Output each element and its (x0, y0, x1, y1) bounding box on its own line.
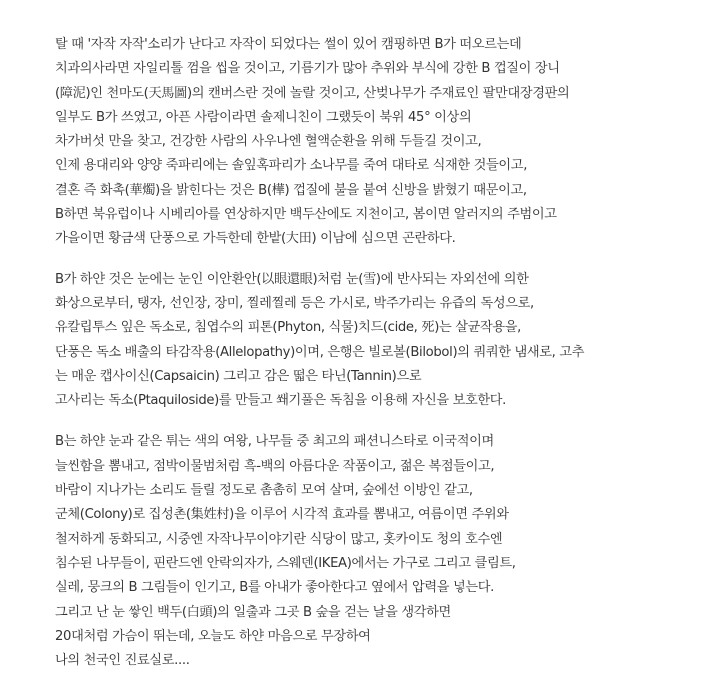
text-line: 탈 때 '자작 자작'소리가 난다고 자작이 되었다는 썰이 있어 캠핑하면 B가 떠오르는데 (55, 37, 522, 52)
text-line: 화상으로부터, 탱자, 선인장, 장미, 찔레찔레 등은 가시로, 박주가리는 유즙의 독성으로, (55, 295, 534, 311)
paragraph-3 (55, 430, 695, 673)
paragraph-spacer (55, 413, 695, 430)
text-line: 일부도 B가 쓰였고, 아픈 사람이라면 솔제니친이 그랬듯이 북위 45° 이상의 (55, 109, 472, 125)
paragraph-2 (55, 268, 695, 414)
text-line: 침수된 나무들이, 핀란드엔 안락의자가, 스웨덴(IKEA)에서는 가구로 그리고 클림트, (55, 555, 516, 571)
text-line: (障泥)인 천마도(天馬圖)의 캔버스란 것에 놀랄 것이고, 산벚나무가 주재료인 팔만대장경판의 (55, 85, 570, 101)
text-line: 철저하게 동화되고, 시중엔 자작나무이야기란 식당이 많고, 홋카이도 청의 호수엔 (55, 531, 503, 547)
text-line: 가을이면 황금색 단풍으로 가득한데 한밭(大田) 이남에 심으면 곤란하다. (55, 231, 456, 247)
text-line: 유칼립투스 잎은 독소로, 침엽수의 피톤(Phyton, 식물)치드(cide, 死)는 살균작용을, (55, 320, 522, 336)
text-line: B하면 북유럽이나 시베리아를 연상하지만 백두산에도 지천이고, 봄이면 알러지의 주범이고 (55, 207, 557, 223)
text-line: 고사리는 독소(Ptaquiloside)를 만들고 쐐기풀은 독침을 이용해 자신을 보호한다. (55, 393, 506, 409)
text-line: 나의 천국인 진료실로.... (55, 653, 190, 669)
text-line: 군체(Colony)로 집성촌(集姓村)을 이루어 시각적 효과를 뽐내고, 여름이면 주위와 (55, 507, 509, 523)
text-line: 늘씬함을 뽐내고, 점박이물범처럼 흑-백의 아름다운 작품이고, 젊은 복점들이고, (55, 458, 495, 474)
text-line: 결혼 즉 화촉(華燭)을 밝힌다는 것은 B(樺) 껍질에 불을 붙여 신방을 밝혔기 때문이고, (55, 182, 527, 198)
text-line: 차가버섯 만을 찾고, 건강한 사람의 사우나엔 혈액순환을 위해 두들길 것이고, (55, 134, 482, 150)
text-line: 단풍은 독소 배출의 타감작용(Allelopathy)이며, 은행은 빌로볼(Bilobol)의 쿼쿼한 냄새로, 고추 (55, 344, 585, 360)
text-line: 20대처럼 가슴이 뛰는데, 오늘도 하얀 마음으로 무장하여 (55, 628, 371, 644)
text-line: 실레, 뭉크의 B 그림들이 인기고, B를 아내가 좋아한다고 옆에서 압력을 넣는다. (55, 580, 495, 596)
text-line: B는 하얀 눈과 같은 튀는 색의 여왕, 나무들 중 최고의 패션니스타로 이국적이며 (55, 434, 494, 450)
text-line: 치과의사라면 자일리톨 껌을 씹을 것이고, 기름기가 많아 추위와 부식에 강한 B 껍질이 장니 (55, 61, 560, 77)
text-line: 는 매운 캡사이신(Capsaicin) 그리고 감은 떫은 타닌(Tannin)으로 (55, 368, 422, 384)
paragraph-1 (55, 33, 695, 252)
paragraph-spacer (55, 252, 695, 268)
text-line: 바람이 지나가는 소리도 들릴 정도로 촘촘히 모여 살며, 숲에선 이방인 같고, (55, 483, 473, 499)
article-body (55, 33, 695, 673)
text-line: 그리고 난 눈 쌓인 백두(白頭)의 일출과 그곳 B 숲을 걷는 날을 생각하면 (55, 604, 451, 620)
text-line: B가 하얀 것은 눈에는 눈인 이안환안(以眼還眼)처럼 눈(雪)에 반사되는 자외선에 의한 (55, 271, 529, 287)
text-line: 인제 용대리와 양양 죽파리에는 솔잎혹파리가 소나무를 죽여 대타로 식재한 것들이고, (55, 158, 528, 174)
